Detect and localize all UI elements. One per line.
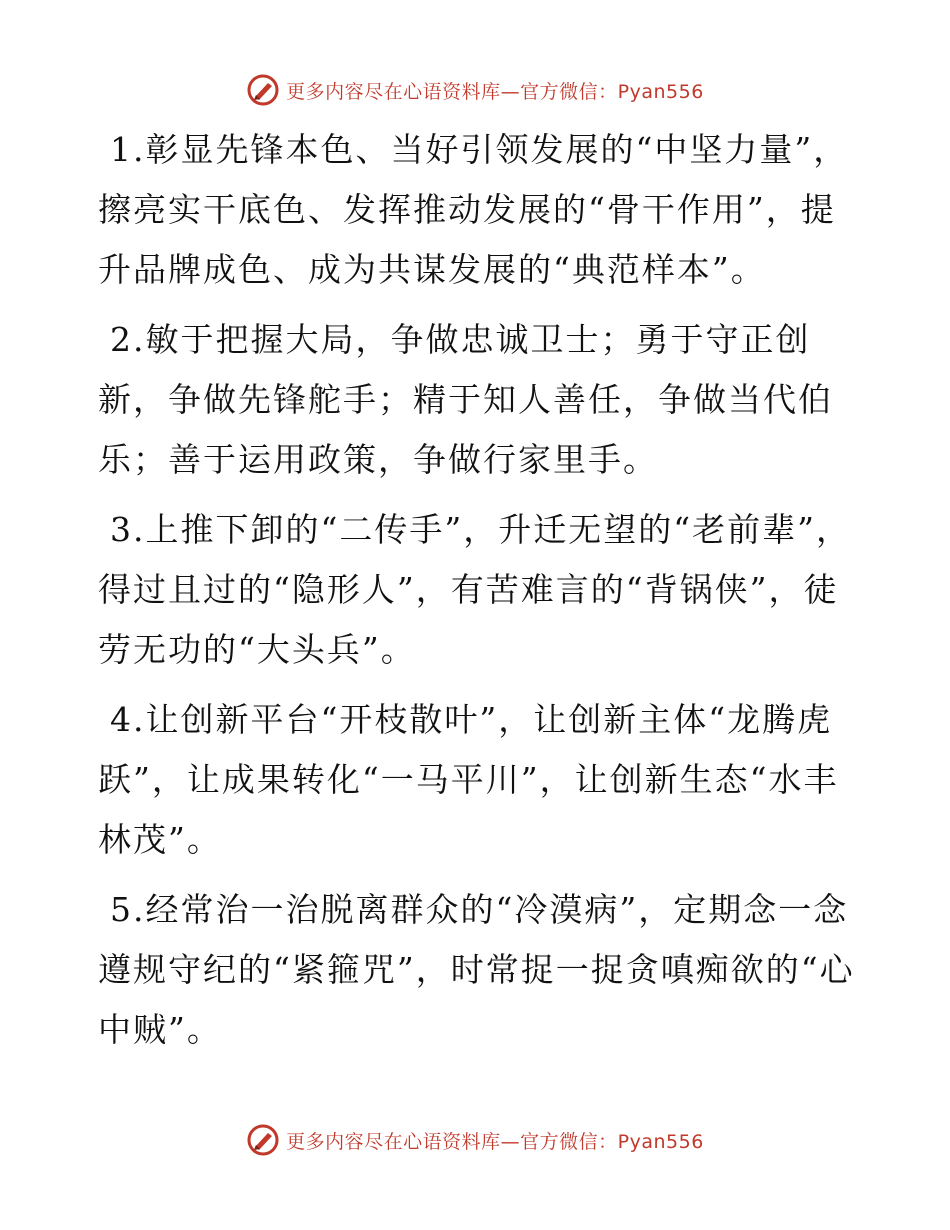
paragraph-2 [98,310,858,490]
paragraph-3 [98,500,858,680]
paragraph-number: 5. [110,890,146,929]
paragraph-1 [98,120,858,300]
pen-logo-icon [246,1123,280,1157]
paragraph-4 [98,690,858,870]
paragraph-5 [98,880,858,1060]
watermark-text: 更多内容尽在心语资料库—官方微信：Pyan556 [286,1130,704,1153]
paragraph-number: 3. [110,510,146,549]
paragraph-text: 经常治一治脱离群众的“冷漠病”，定期念一念遵规守纪的“紧箍咒”，时常捉一捉贪嗔痴欲的“心中贼”。 [98,890,855,1049]
watermark-header [0,70,950,110]
paragraph-text: 让创新平台“开枝散叶”，让创新主体“龙腾虎跃”，让成果转化“一马平川”，让创新生态“水丰林茂”。 [98,700,839,859]
watermark-footer [0,1120,950,1160]
paragraph-number: 1. [110,130,146,169]
paragraph-text: 上推下卸的“二传手”，升迁无望的“老前辈”，得过且过的“隐形人”，有苦难言的“背锅侠”，徒劳无功的“大头兵”。 [98,510,851,669]
watermark-text: 更多内容尽在心语资料库—官方微信：Pyan556 [286,80,704,103]
paragraph-text: 敏于把握大局，争做忠诚卫士；勇于守正创新，争做先锋舵手；精于知人善任，争做当代伯乐；善于运用政策，争做行家里手。 [98,320,833,479]
paragraph-number: 2. [110,320,146,359]
main-content [98,120,858,1070]
paragraph-text: 彰显先锋本色、当好引领发展的“中坚力量”，擦亮实干底色、发挥推动发展的“骨干作用”，提升品牌成色、成为共谋发展的“典范样本”。 [98,130,849,289]
pen-logo-icon [246,73,280,107]
paragraph-number: 4. [110,700,146,739]
